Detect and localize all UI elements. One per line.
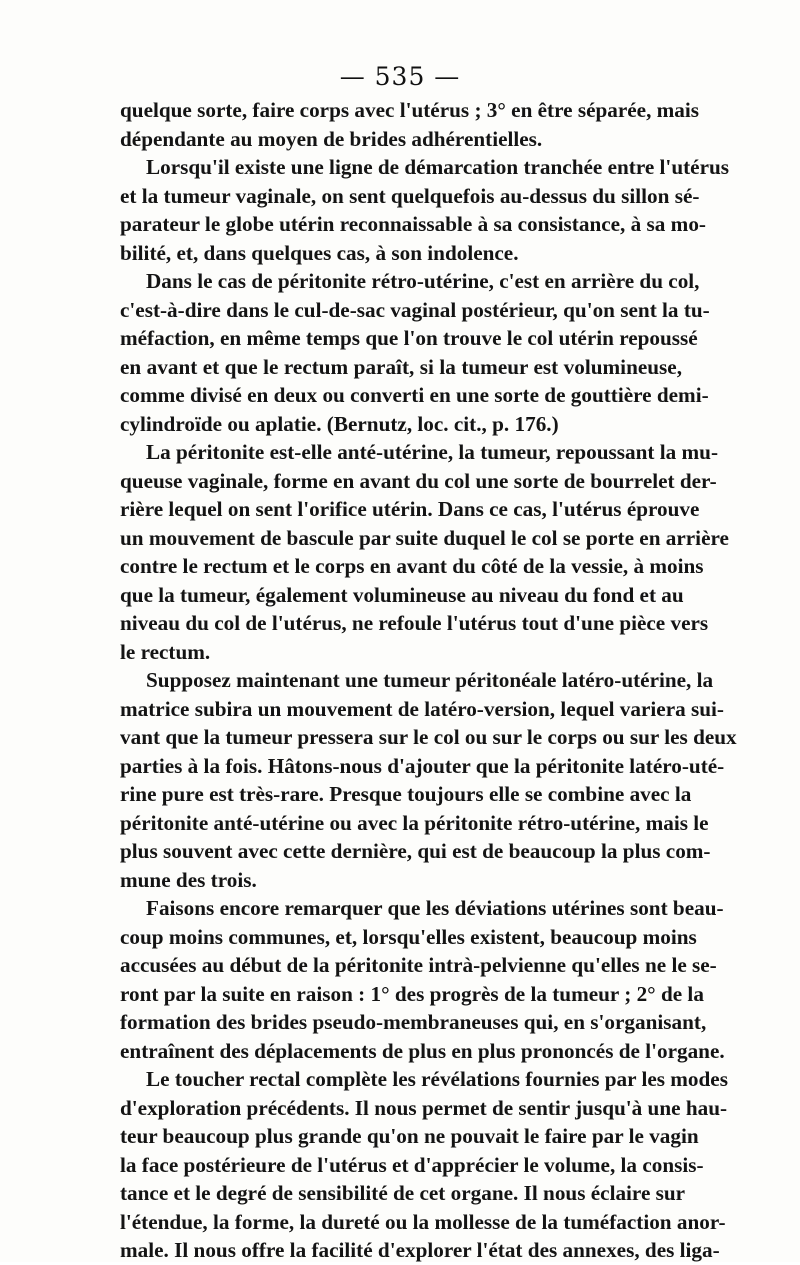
- text-line: rière lequel on sent l'orifice utérin. Dans ce cas, l'utérus éprouve: [120, 497, 700, 521]
- text-line: Lorsqu'il existe une ligne de démarcation tranchée entre l'utérus: [146, 155, 729, 179]
- text-line: le rectum.: [120, 639, 211, 664]
- text-line: teur beaucoup plus grande qu'on ne pouvait le faire par le vagin: [120, 1124, 699, 1148]
- text-line: méfaction, en même temps que l'on trouve le col utérin repoussé: [120, 326, 698, 350]
- text-line: La péritonite est-elle anté-utérine, la tumeur, repoussant la mu-: [146, 440, 718, 464]
- text-line: plus souvent avec cette dernière, qui est de beaucoup la plus com-: [120, 839, 711, 863]
- text-line: niveau du col de l'utérus, ne refoule l'utérus tout d'une pièce vers: [120, 611, 709, 635]
- text-line: quelque sorte, faire corps avec l'utérus ; 3° en être séparée, mais: [120, 98, 700, 122]
- text-line: parties à la fois. Hâtons-nous d'ajouter que la péritonite latéro-uté-: [120, 753, 725, 778]
- text-line: coup moins communes, et, lorsqu'elles existent, beaucoup moins: [120, 924, 697, 949]
- text-line: l'étendue, la forme, la dureté ou la mollesse de la tuméfaction anor-: [120, 1209, 726, 1234]
- body-text: [120, 96, 737, 1265]
- text-line: matrice subira un mouvement de latéro-version, lequel variera sui-: [120, 696, 724, 721]
- text-line: mune des trois.: [120, 867, 257, 892]
- text-line: parateur le globe utérin reconnaissable à sa consistance, à sa mo-: [120, 212, 706, 236]
- text-line: male. Il nous offre la facilité d'explorer l'état des annexes, des liga-: [120, 1238, 720, 1262]
- text-line: comme divisé en deux ou converti en une sorte de gouttière demi-: [120, 383, 709, 407]
- text-line: Faisons encore remarquer que les déviations utérines sont beau-: [146, 896, 724, 920]
- text-line: vant que la tumeur pressera sur le col ou sur le corps ou sur les deux: [120, 725, 737, 749]
- text-line: tance et le degré de sensibilité de cet organe. Il nous éclaire sur: [120, 1181, 686, 1205]
- text-line: c'est-à-dire dans le cul-de-sac vaginal postérieur, qu'on sent la tu-: [120, 297, 710, 322]
- text-line: Dans le cas de péritonite rétro-utérine, c'est en arrière du col,: [146, 269, 700, 293]
- text-line: Supposez maintenant une tumeur péritonéale latéro-utérine, la: [146, 668, 714, 692]
- text-line: la face postérieure de l'utérus et d'apprécier le volume, la consis-: [120, 1152, 704, 1177]
- text-line: queuse vaginale, forme en avant du col une sorte de bourrelet der-: [120, 468, 717, 493]
- text-line: cylindroïde ou aplatie. (Bernutz, loc. cit., p. 176.): [120, 411, 559, 436]
- text-line: formation des brides pseudo-membraneuses qui, en s'organisant,: [120, 1010, 707, 1034]
- text-line: un mouvement de bascule par suite duquel le col se porte en arrière: [120, 525, 729, 550]
- text-line: entraînent des déplacements de plus en plus prononcés de l'organe.: [120, 1038, 725, 1063]
- text-line: que la tumeur, également volumineuse au niveau du fond et au: [120, 582, 684, 607]
- text-line: en avant et que le rectum paraît, si la tumeur est volumineuse,: [120, 354, 682, 379]
- text-line: rine pure est très-rare. Presque toujours elle se combine avec la: [120, 782, 692, 806]
- text-line: accusées au début de la péritonite intrà-pelvienne qu'elles ne le se-: [120, 953, 717, 977]
- text-line: et la tumeur vaginale, on sent quelquefois au-dessus du sillon sé-: [120, 183, 700, 208]
- page-number: — 535 —: [339, 62, 461, 91]
- text-line: d'exploration précédents. Il nous permet de sentir jusqu'à une hau-: [120, 1095, 728, 1120]
- text-line: contre le rectum et le corps en avant du côté de la vessie, à moins: [120, 554, 704, 578]
- text-line: ront par la suite en raison : 1° des progrès de la tumeur ; 2° de la: [120, 981, 704, 1006]
- text-line: dépendante au moyen de brides adhérentielles.: [120, 126, 543, 151]
- text-line: péritonite anté-utérine ou avec la péritonite rétro-utérine, mais le: [120, 810, 709, 835]
- text-line: bilité, et, dans quelques cas, à son indolence.: [120, 240, 519, 265]
- text-line: Le toucher rectal complète les révélations fournies par les modes: [146, 1067, 728, 1091]
